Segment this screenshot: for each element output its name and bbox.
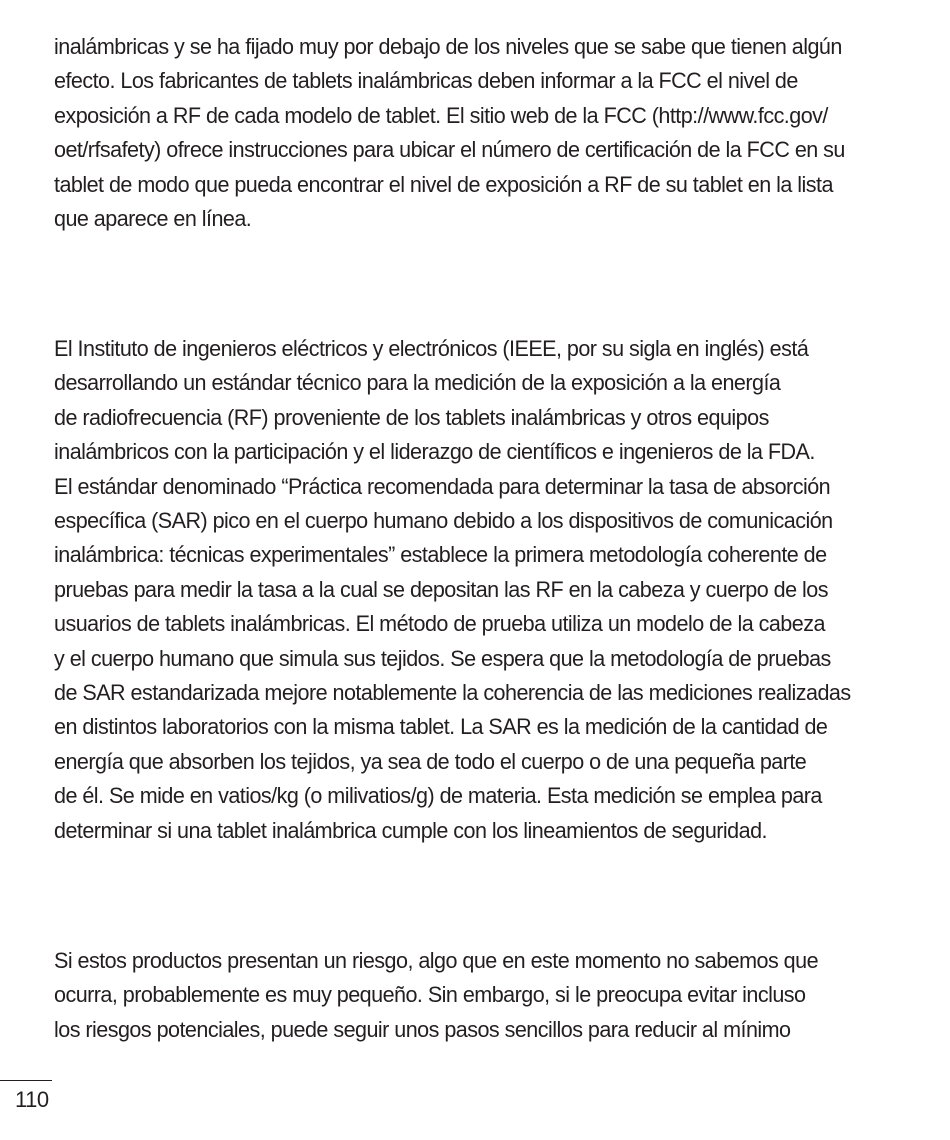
text-line: efecto. Los fabricantes de tablets inalámbricas deben informar a la FCC el nivel de — [54, 68, 798, 94]
text-line: de radiofrecuencia (RF) proveniente de los tablets inalámbricas y otros equipos — [54, 404, 769, 430]
text-line: oet/rfsafety) ofrece instrucciones para ubicar el número de certificación de la FCC en su — [54, 137, 845, 163]
paragraph-risk-reduction — [54, 944, 887, 1047]
text-line: que aparece en línea. — [54, 206, 252, 232]
text-line: determinar si una tablet inalámbrica cumple con los lineamientos de seguridad. — [54, 817, 767, 843]
page-number: 110 — [15, 1087, 49, 1112]
text-line: y el cuerpo humano que simula sus tejidos. Se espera que la metodología de pruebas — [54, 645, 831, 671]
text-line: específica (SAR) pico en el cuerpo humano debido a los dispositivos de comunicación — [54, 508, 833, 534]
text-line: desarrollando un estándar técnico para la medición de la exposición a la energía — [54, 370, 781, 396]
text-line: pruebas para medir la tasa a la cual se depositan las RF en la cabeza y cuerpo de los — [54, 576, 828, 602]
text-line: de él. Se mide en vatios/kg (o milivatios/g) de materia. Esta medición se emplea para — [54, 783, 822, 809]
footer-divider — [0, 1080, 52, 1081]
text-line: Si estos productos presentan un riesgo, algo que en este momento no sabemos que — [54, 948, 819, 973]
text-line: El Instituto de ingenieros eléctricos y electrónicos (IEEE, por su sigla en inglés) está — [54, 336, 809, 361]
paragraph-ieee-sar-standard — [54, 332, 887, 848]
text-line: tablet de modo que pueda encontrar el nivel de exposición a RF de su tablet en la lista — [54, 171, 833, 197]
paragraph-fcc-rf-exposure — [54, 30, 887, 236]
text-line: El estándar denominado “Práctica recomendada para determinar la tasa de absorción — [54, 473, 831, 499]
text-line: usuarios de tablets inalámbricas. El método de prueba utiliza un modelo de la cabeza — [54, 611, 825, 637]
text-line: los riesgos potenciales, puede seguir unos pasos sencillos para reducir al mínimo — [54, 1016, 791, 1042]
text-line: ocurra, probablemente es muy pequeño. Sin embargo, si le preocupa evitar incluso — [54, 982, 806, 1008]
text-line: exposición a RF de cada modelo de tablet. El sitio web de la FCC (http://www.fcc.gov/ — [54, 102, 828, 128]
text-line: inalámbricas y se ha fijado muy por debajo de los niveles que se sabe que tienen algún — [54, 34, 842, 59]
text-line: de SAR estandarizada mejore notablemente la coherencia de las mediciones realizadas — [54, 680, 851, 706]
text-line: en distintos laboratorios con la misma tablet. La SAR es la medición de la cantidad de — [54, 714, 828, 740]
text-line: inalámbrica: técnicas experimentales” establece la primera metodología coherente de — [54, 542, 827, 568]
text-line: inalámbricos con la participación y el liderazgo de científicos e ingenieros de la FDA. — [54, 439, 815, 465]
text-line: energía que absorben los tejidos, ya sea de todo el cuerpo o de una pequeña parte — [54, 748, 807, 774]
